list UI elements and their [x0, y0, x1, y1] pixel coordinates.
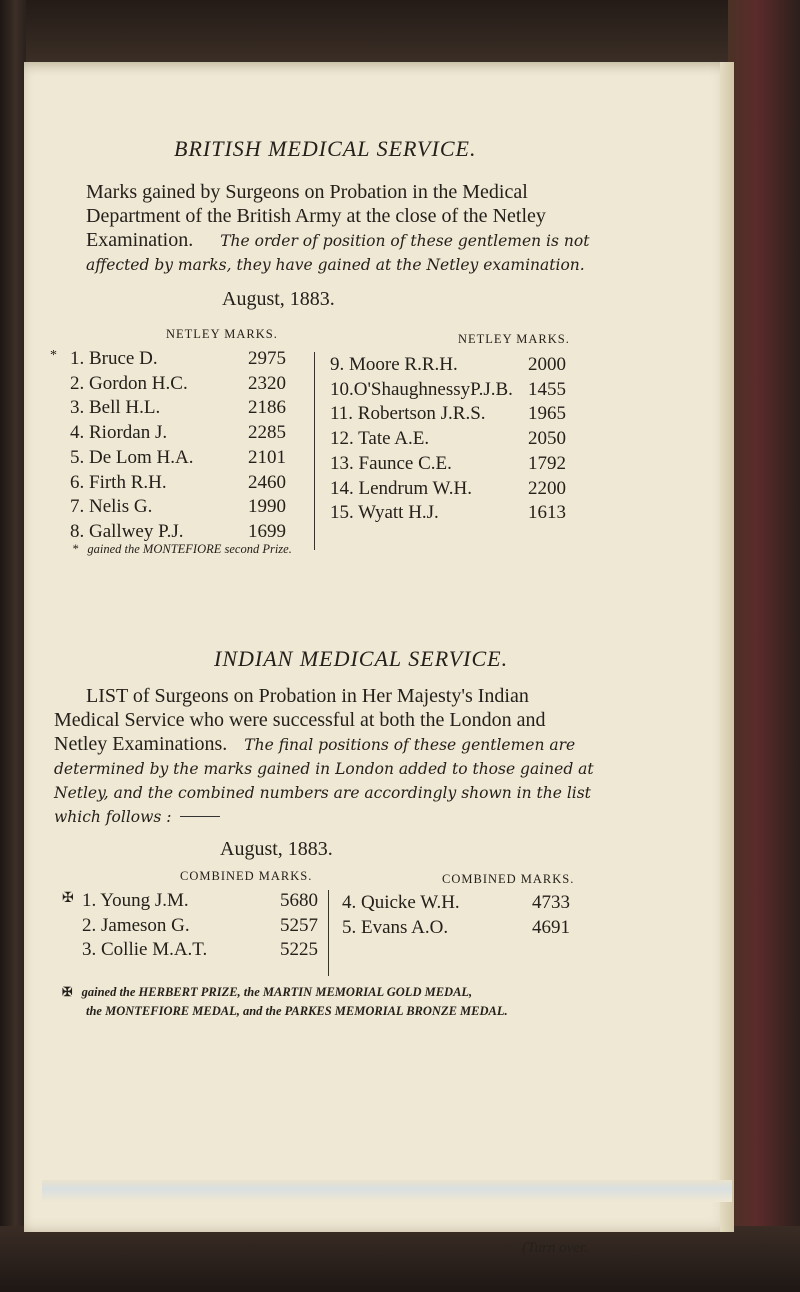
entry-name: 4. Riordan J.: [70, 422, 168, 444]
british-left-row: [70, 373, 286, 397]
british-intro-italic-2: affected by marks, they have gained at the Netley examination.: [86, 256, 585, 274]
entry-marks: 1613: [528, 502, 566, 524]
book-cover-top: [0, 0, 800, 64]
indian-footnote-line-1: [62, 984, 472, 1000]
british-column-divider: [314, 352, 315, 550]
indian-intro-italic-2: determined by the marks gained in London added to those gained at: [54, 760, 594, 778]
entry-marks: 2200: [528, 477, 566, 499]
british-footnote-text: gained the MONTEFIORE second Prize.: [87, 542, 292, 556]
page-edge: [720, 62, 734, 1232]
entry-name: 5. Evans A.O.: [342, 916, 449, 938]
indian-intro-line-5: [54, 780, 591, 805]
indian-footnote-symbol: ✠: [62, 985, 73, 999]
entry-marker: ✠: [62, 891, 74, 906]
indian-left-row: [62, 890, 318, 914]
british-right-row: [330, 379, 566, 403]
indian-intro-line-2: Medical Service who were successful at both the London and: [54, 709, 546, 731]
british-intro-italic-1: The order of position of these gentlemen is not: [220, 232, 590, 250]
entry-marks: 5680: [280, 890, 318, 911]
british-left-row: [70, 447, 286, 471]
british-section-title: BRITISH MEDICAL SERVICE.: [174, 136, 477, 161]
entry-name: 1. Young J.M.: [82, 890, 189, 911]
intro-dash: [180, 816, 220, 817]
british-right-row: [330, 403, 566, 427]
entry-name: 5. De Lom H.A.: [70, 446, 194, 468]
british-left-row: [70, 472, 286, 496]
british-left-column-header: NETLEY MARKS.: [166, 327, 278, 341]
british-left-row: [70, 397, 286, 421]
entry-marks: 5257: [280, 914, 318, 936]
indian-date: August, 1883.: [220, 838, 333, 860]
entry-name: 3. Collie M.A.T.: [82, 939, 208, 960]
entry-marks: 5225: [280, 939, 318, 960]
entry-marks: 1455: [528, 378, 566, 400]
indian-intro-line-6: [54, 804, 220, 829]
indian-left-row: [82, 939, 318, 963]
entry-marks: 1792: [528, 452, 566, 474]
entry-marks: 2320: [248, 372, 286, 394]
entry-marks: 1965: [528, 403, 566, 425]
entry-marks: 2186: [248, 397, 286, 419]
entry-name: 8. Gallwey P.J.: [70, 520, 184, 542]
indian-footnote-text-1: gained the HERBERT PRIZE, the MARTIN MEMORIAL GOLD MEDAL,: [81, 985, 473, 999]
indian-column-divider: [328, 890, 329, 976]
british-intro-line-1: Marks gained by Surgeons on Probation in the Medical: [86, 181, 528, 203]
indian-right-column-header: COMBINED MARKS.: [442, 872, 575, 886]
indian-intro-italic-3: Netley, and the combined numbers are accordingly shown in the list: [54, 784, 591, 802]
indian-intro-line-1: LIST of Surgeons on Probation in Her Majesty's Indian: [86, 685, 529, 707]
entry-name: 13. Faunce C.E.: [330, 452, 452, 474]
entry-name: 15. Wyatt H.J.: [330, 502, 439, 524]
british-footnote-symbol: *: [72, 542, 79, 556]
document-page: [24, 62, 734, 1256]
british-right-row: [330, 354, 566, 378]
entry-marks: 2101: [248, 446, 286, 468]
entry-marks: 2000: [528, 354, 566, 375]
entry-marks: 4691: [532, 916, 570, 938]
entry-marks: 1699: [248, 520, 286, 542]
entry-name: 2. Gordon H.C.: [70, 372, 188, 394]
entry-name: 1. Bruce D.: [70, 348, 158, 369]
indian-right-row: [342, 892, 570, 916]
british-left-row: [70, 496, 286, 520]
british-intro-line-3-roman: Examination.: [86, 229, 194, 251]
british-intro-line-3: [86, 228, 589, 253]
turn-over-note: (Turn over.: [522, 1240, 588, 1256]
british-intro-line-2: Department of the British Army at the close of the Netley: [86, 205, 546, 227]
indian-intro-line-4: [54, 756, 594, 781]
entry-name: 12. Tate A.E.: [330, 428, 430, 450]
indian-footnote-line-2: the MONTEFIORE MEDAL, and the PARKES MEMORIAL BRONZE MEDAL.: [86, 1004, 508, 1018]
british-date: August, 1883.: [222, 288, 335, 310]
indian-intro-italic-1: The final positions of these gentlemen are: [244, 736, 576, 754]
indian-intro-line-3-roman: Netley Examinations.: [54, 733, 228, 755]
british-intro-line-4: [86, 252, 585, 277]
entry-name: 6. Firth R.H.: [70, 471, 167, 493]
page-fold: [42, 1180, 732, 1202]
entry-name: 7. Nelis G.: [70, 496, 153, 518]
entry-name: 2. Jameson G.: [82, 914, 190, 936]
entry-marks: 2460: [248, 471, 286, 493]
indian-right-row: [342, 917, 570, 941]
entry-marks: 4733: [532, 892, 570, 913]
british-right-row: [330, 428, 566, 452]
entry-name: 10.O'ShaughnessyP.J.B.: [330, 378, 513, 400]
entry-marks: 2050: [528, 428, 566, 450]
entry-marker: *: [50, 348, 57, 363]
british-left-row: [70, 422, 286, 446]
british-left-row: [50, 348, 286, 372]
indian-intro-line-3: [54, 732, 575, 757]
indian-left-column-header: COMBINED MARKS.: [180, 869, 313, 883]
british-right-row: [330, 453, 566, 477]
book-cover-bottom: [0, 1226, 800, 1292]
british-footnote: [72, 542, 292, 557]
book-binding-left: [0, 0, 26, 1292]
indian-section-title: INDIAN MEDICAL SERVICE.: [214, 646, 509, 671]
book-binding-right: [728, 0, 800, 1292]
indian-left-row: [82, 915, 318, 939]
entry-marks: 1990: [248, 496, 286, 518]
entry-name: 11. Robertson J.R.S.: [330, 403, 486, 425]
entry-name: 14. Lendrum W.H.: [330, 477, 472, 499]
indian-intro-italic-4: which follows :: [54, 808, 172, 826]
british-right-row: [330, 502, 566, 526]
entry-name: 3. Bell H.L.: [70, 397, 161, 419]
entry-marks: 2285: [248, 422, 286, 444]
entry-name: 4. Quicke W.H.: [342, 892, 460, 913]
entry-marks: 2975: [248, 348, 286, 369]
british-right-column-header: NETLEY MARKS.: [458, 332, 570, 346]
british-right-row: [330, 478, 566, 502]
entry-name: 9. Moore R.R.H.: [330, 354, 458, 375]
